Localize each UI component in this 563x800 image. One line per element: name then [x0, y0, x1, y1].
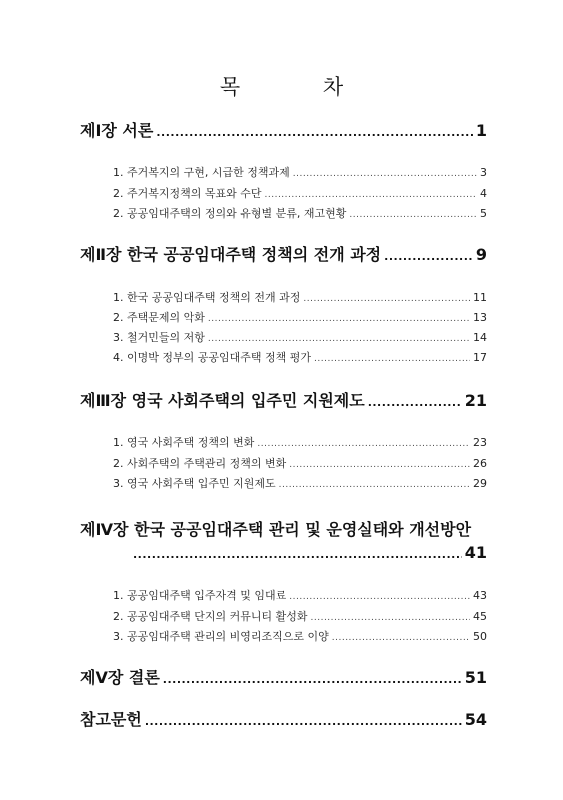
leader-dots	[289, 592, 470, 602]
chapter-page: 54	[464, 710, 487, 729]
section-label: 1. 공공임대주택 입주자격 및 임대료	[113, 589, 287, 602]
section-page: 23	[473, 436, 487, 449]
section-label: 2. 공공임대주택 단지의 커뮤니티 활성화	[113, 610, 308, 623]
leader-dots	[332, 633, 470, 643]
section-label: 1. 주거복지의 구현, 시급한 정책과제	[113, 166, 290, 179]
leader-dots	[163, 673, 462, 686]
section-page: 5	[480, 207, 487, 220]
chapter-label: 제Ⅱ장 한국 공공임대주택 정책의 전개 과정	[80, 245, 382, 264]
section-page: 26	[473, 457, 487, 470]
leader-dots	[156, 126, 473, 139]
section-label: 4. 이명박 정부의 공공임대주택 정책 평가	[113, 351, 311, 364]
toc-title: 목 차	[219, 75, 382, 99]
toc-section[interactable]	[113, 628, 487, 644]
leader-dots	[265, 190, 478, 200]
leader-dots	[289, 460, 470, 470]
leader-dots	[133, 548, 462, 561]
chapter-label: 제Ⅲ장 영국 사회주택의 입주민 지원제도	[80, 391, 365, 410]
leader-dots	[257, 439, 470, 449]
leader-dots	[311, 613, 471, 623]
section-page: 43	[473, 589, 487, 602]
leader-dots	[293, 169, 477, 179]
toc-section[interactable]	[113, 475, 487, 491]
chapter-label: 제Ⅴ장 결론	[80, 668, 160, 687]
toc-section[interactable]	[113, 329, 487, 345]
toc-chapter-3[interactable]	[80, 388, 487, 411]
section-label: 3. 철거민들의 저항	[113, 331, 205, 344]
toc-section[interactable]	[113, 185, 487, 201]
toc-chapter-4-continued[interactable]	[133, 543, 487, 562]
section-label: 1. 한국 공공임대주택 정책의 전개 과정	[113, 291, 301, 304]
section-label: 2. 주택문제의 악화	[113, 311, 205, 324]
toc-section[interactable]	[113, 289, 487, 305]
toc-chapter-5[interactable]	[80, 665, 487, 688]
chapter-label: 제Ⅰ장 서론	[80, 121, 154, 140]
chapter-page: 51	[464, 668, 487, 687]
chapter-page: 41	[464, 543, 487, 562]
leader-dots	[145, 715, 462, 728]
section-label: 2. 사회주택의 주택관리 정책의 변화	[113, 457, 287, 470]
section-label: 1. 영국 사회주택 정책의 변화	[113, 436, 255, 449]
section-label: 2. 주거복지정책의 목표와 수단	[113, 187, 262, 200]
toc-section[interactable]	[113, 608, 487, 624]
toc-section[interactable]	[113, 164, 487, 180]
leader-dots	[349, 210, 477, 220]
leader-dots	[279, 480, 470, 490]
toc-section[interactable]	[113, 349, 487, 365]
section-page: 13	[473, 311, 487, 324]
section-page: 45	[473, 610, 487, 623]
chapter-page: 1	[475, 121, 487, 140]
toc-section[interactable]	[113, 434, 487, 450]
chapter-label: 참고문헌	[80, 710, 142, 729]
section-page: 29	[473, 477, 487, 490]
toc-section[interactable]	[113, 587, 487, 603]
section-page: 11	[473, 291, 487, 304]
toc-references[interactable]	[80, 707, 487, 730]
toc-section[interactable]	[113, 205, 487, 221]
section-label: 2. 공공임대주택의 정의와 유형별 분류, 재고현황	[113, 207, 347, 220]
section-label: 3. 영국 사회주택 입주민 지원제도	[113, 477, 276, 490]
section-page: 14	[473, 331, 487, 344]
leader-dots	[208, 334, 470, 344]
chapter-label: 제Ⅳ장 한국 공공임대주택 관리 및 운영실태와 개선방안	[80, 520, 472, 539]
chapter-page: 21	[464, 391, 487, 410]
leader-dots	[368, 396, 462, 409]
leader-dots	[314, 354, 470, 364]
leader-dots	[208, 314, 470, 324]
section-label: 3. 공공임대주택 관리의 비영리조직으로 이양	[113, 630, 329, 643]
section-page: 3	[480, 166, 487, 179]
section-page: 4	[480, 187, 487, 200]
section-page: 50	[473, 630, 487, 643]
section-page: 17	[473, 351, 487, 364]
toc-section[interactable]	[113, 455, 487, 471]
toc-chapter-2[interactable]	[80, 242, 487, 265]
chapter-page: 9	[475, 245, 487, 264]
leader-dots	[384, 250, 473, 263]
toc-chapter-4[interactable]	[80, 517, 487, 540]
toc-section[interactable]	[113, 309, 487, 325]
leader-dots	[303, 294, 470, 304]
toc-chapter-1[interactable]	[80, 118, 487, 141]
